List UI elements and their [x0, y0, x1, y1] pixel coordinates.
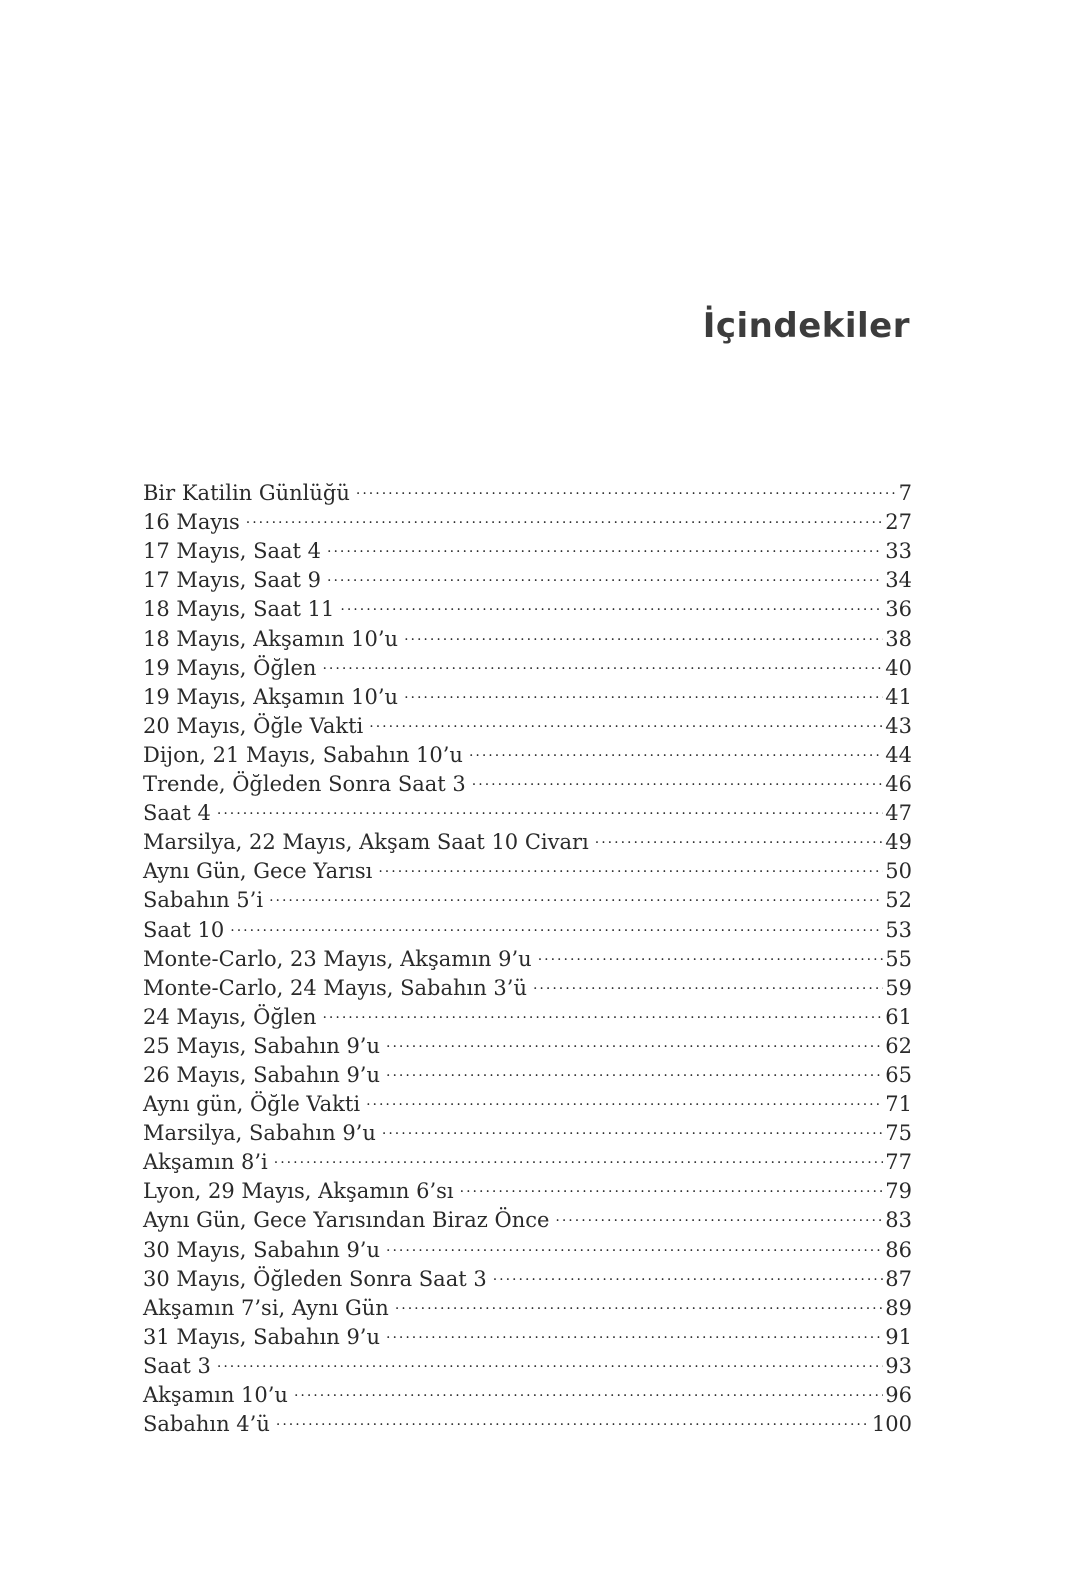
toc-entry-page-number: 50 — [885, 859, 912, 884]
dot-leader — [386, 1227, 883, 1256]
toc-entry-title: Bir Katilin Günlüğü — [143, 481, 350, 506]
toc-entry-title: Akşamın 10’u — [143, 1383, 288, 1407]
dot-leader — [595, 820, 883, 849]
dot-leader — [276, 1402, 870, 1431]
toc-entry-page-number: 86 — [885, 1237, 912, 1262]
toc-entry — [143, 791, 912, 826]
toc-entry-page-number: 41 — [885, 684, 912, 709]
toc-entry-title: 20 Mayıs, Öğle Vakti — [143, 713, 364, 738]
toc-entry — [143, 820, 912, 855]
toc-entry-title: Lyon, 29 Mayıs, Akşamın 6’sı — [143, 1179, 454, 1204]
toc-entry-page-number: 36 — [885, 597, 912, 622]
toc-entry-title: Monte-Carlo, 23 Mayıs, Akşamın 9’u — [143, 946, 532, 971]
toc-entry-page-number: 44 — [885, 742, 912, 767]
toc-entry-title: Sabahın 5’i — [143, 888, 264, 913]
toc-entry-title: 31 Mayıs, Sabahın 9’u — [143, 1324, 380, 1349]
toc-entry-title: 24 Mayıs, Öğlen — [143, 1004, 317, 1029]
toc-entry-page-number: 38 — [885, 626, 912, 651]
dot-leader — [493, 1257, 884, 1286]
toc-entry-page-number: 87 — [885, 1266, 912, 1291]
toc-entry-page-number: 61 — [885, 1004, 912, 1029]
dot-leader — [386, 1024, 883, 1053]
toc-entry-title: Dijon, 21 Mayıs, Sabahın 10’u — [143, 742, 463, 767]
toc-entry-title: 19 Mayıs, Öğlen — [143, 655, 317, 680]
toc-entry-title: 19 Mayıs, Akşamın 10’u — [143, 684, 399, 709]
toc-entry-title: Akşamın 7’si, Aynı Gün — [143, 1295, 389, 1320]
toc-entry-title: Aynı gün, Öğle Vakti — [143, 1092, 361, 1117]
toc-entry-title: 18 Mayıs, Saat 11 — [143, 597, 335, 622]
toc-entry-title: 18 Mayıs, Akşamın 10’u — [143, 626, 399, 651]
toc-entry-page-number: 46 — [885, 772, 912, 797]
toc-entry — [143, 907, 912, 942]
dot-leader — [294, 1373, 883, 1402]
dot-leader — [404, 675, 883, 704]
toc-entry-page-number: 49 — [885, 830, 912, 855]
dot-leader — [322, 995, 883, 1024]
dot-leader — [269, 878, 883, 907]
dot-leader — [327, 529, 883, 558]
toc-entry-page-number: 34 — [885, 568, 912, 593]
toc-entry-page-number: 62 — [885, 1033, 912, 1058]
toc-entry-title: 16 Mayıs — [143, 510, 240, 535]
dot-leader — [274, 1140, 883, 1169]
toc-entry-title: 26 Mayıs, Sabahın 9’u — [143, 1062, 380, 1087]
toc-entry-page-number: 83 — [885, 1208, 912, 1233]
dot-leader — [386, 1315, 883, 1344]
toc-entry-page-number: 89 — [885, 1295, 912, 1320]
dot-leader — [382, 1111, 883, 1140]
dot-leader — [356, 471, 897, 500]
toc-entry-title: Marsilya, Sabahın 9’u — [143, 1121, 376, 1146]
dot-leader — [217, 791, 883, 820]
dot-leader — [469, 733, 883, 762]
dot-leader — [404, 616, 883, 645]
toc-entry-page-number: 75 — [885, 1121, 912, 1146]
toc-entry-title: 25 Mayıs, Sabahın 9’u — [143, 1033, 380, 1058]
toc-entry-page-number: 65 — [885, 1062, 912, 1087]
toc-entry-page-number: 93 — [885, 1353, 912, 1378]
toc-entry-page-number: 43 — [885, 713, 912, 738]
dot-leader — [246, 500, 883, 529]
dot-leader — [538, 937, 884, 966]
toc-entry-title: Trende, Öğleden Sonra Saat 3 — [143, 772, 466, 797]
toc-entry-title: Aynı Gün, Gece Yarısından Biraz Önce — [143, 1208, 550, 1233]
toc-entry — [143, 1344, 912, 1378]
toc-entry-page-number: 7 — [898, 481, 912, 506]
toc-entry-title: 17 Mayıs, Saat 9 — [143, 568, 322, 593]
toc-entry-page-number: 40 — [885, 655, 912, 680]
toc-entry-title: Sabahın 4’ü — [143, 1412, 270, 1437]
toc-entry-page-number: 53 — [885, 917, 912, 942]
toc-entry-title: Aynı Gün, Gece Yarısı — [143, 859, 373, 884]
toc-entry-page-number: 59 — [885, 975, 912, 1000]
dot-leader — [217, 1344, 883, 1373]
dot-leader — [472, 762, 883, 791]
toc-entry-title: Saat 4 — [143, 801, 211, 826]
dot-leader — [322, 646, 883, 675]
toc-entry-page-number: 71 — [885, 1092, 912, 1117]
toc-entry — [143, 937, 912, 971]
toc-entry-title: Saat 3 — [143, 1353, 211, 1378]
toc-entry-title: Monte-Carlo, 24 Mayıs, Sabahın 3’ü — [143, 975, 527, 1000]
toc-entry-page-number: 27 — [885, 510, 912, 535]
table-of-contents — [143, 471, 912, 1437]
toc-entry — [143, 471, 912, 506]
toc-entry-title: Marsilya, 22 Mayıs, Akşam Saat 10 Civarı — [143, 830, 589, 855]
dot-leader — [230, 907, 883, 936]
page-title: İçindekiler — [702, 306, 910, 346]
dot-leader — [395, 1286, 883, 1315]
toc-entry — [143, 529, 912, 564]
toc-entry-page-number: 91 — [885, 1324, 912, 1349]
toc-entry-title: 30 Mayıs, Sabahın 9’u — [143, 1237, 380, 1262]
toc-entry-page-number: 47 — [885, 801, 912, 826]
dot-leader — [378, 849, 883, 878]
dot-leader — [340, 587, 883, 616]
toc-entry-title: 30 Mayıs, Öğleden Sonra Saat 3 — [143, 1266, 487, 1291]
dot-leader — [533, 966, 883, 995]
dot-leader — [366, 1082, 883, 1111]
toc-entry-page-number: 77 — [885, 1150, 912, 1175]
toc-entry-title: 17 Mayıs, Saat 4 — [143, 539, 322, 564]
toc-entry-page-number: 96 — [885, 1383, 912, 1407]
dot-leader — [460, 1169, 884, 1198]
dot-leader — [327, 558, 883, 587]
dot-leader — [555, 1198, 883, 1227]
toc-entry-page-number: 33 — [885, 539, 912, 564]
toc-entry-page-number: 52 — [885, 888, 912, 913]
toc-entry-page-number: 79 — [885, 1179, 912, 1204]
toc-entry-title: Akşamın 8’i — [143, 1150, 268, 1175]
toc-entry-page-number: 100 — [871, 1412, 912, 1437]
toc-entry-page-number: 55 — [885, 946, 912, 971]
toc-entry-title: Saat 10 — [143, 917, 225, 942]
toc-entry — [143, 1373, 912, 1407]
dot-leader — [369, 704, 883, 733]
dot-leader — [386, 1053, 883, 1082]
toc-entry — [143, 500, 912, 535]
